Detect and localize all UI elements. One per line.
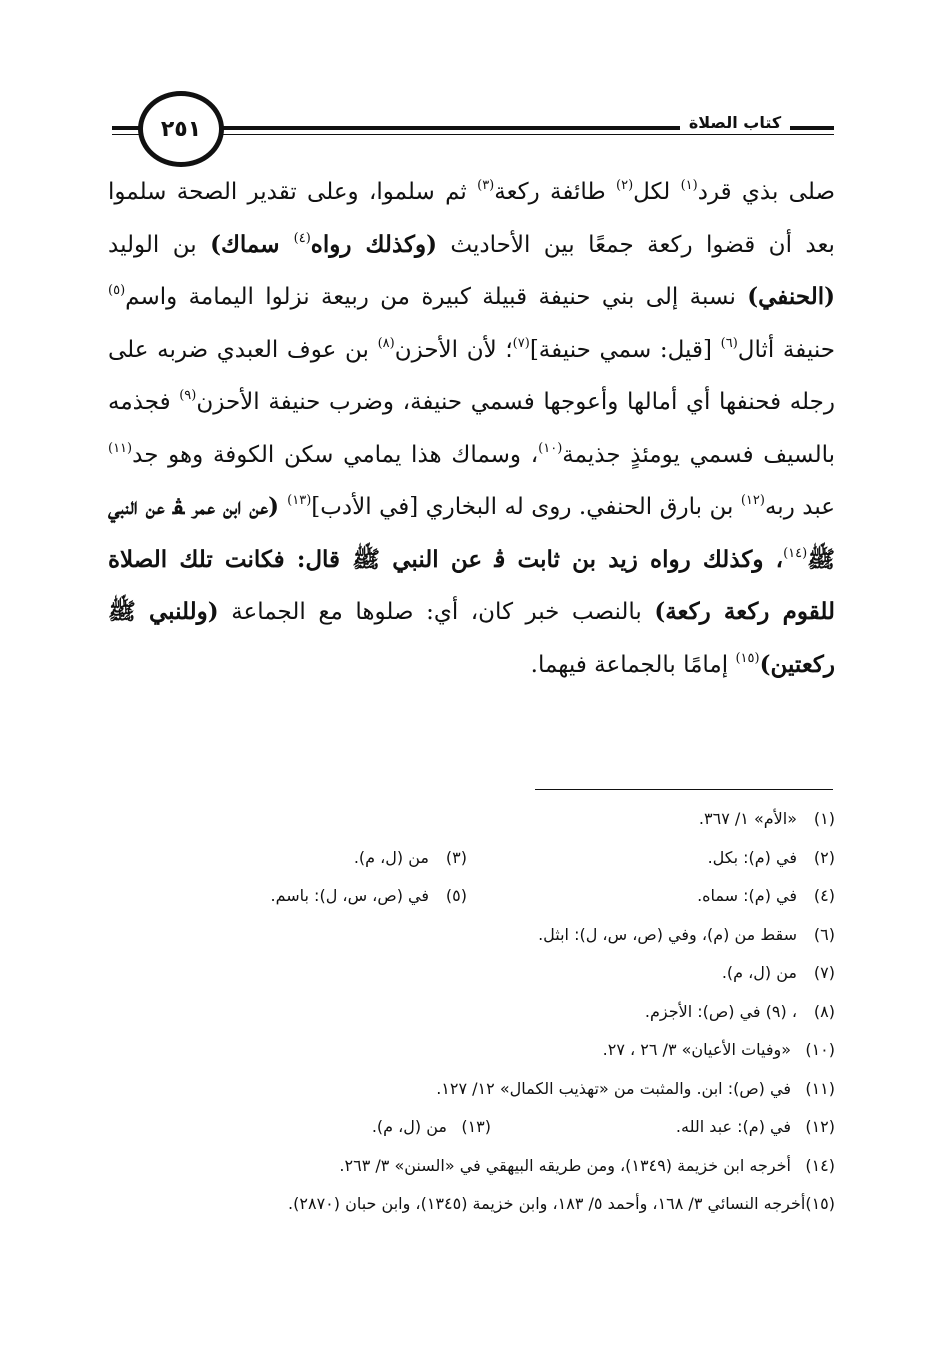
footnote-text: من (ل، م). (371, 1117, 447, 1136)
footnote (108, 1070, 835, 1109)
text-run: نسبة إلى بني حنيفة قبيلة كبيرة من ربيعة نزلوا اليمامة واسم (125, 284, 748, 310)
footnote-number: (٢) (813, 847, 835, 867)
footnote-number: (١٥) (805, 1194, 835, 1213)
footnote-ref[interactable]: (٢) (616, 178, 634, 193)
footnote (108, 1147, 835, 1186)
footnote-text: سقط من (م)، وفي (ص، س، ل): ابثل. (538, 924, 797, 944)
footnote-text: في (م): سماه. (697, 886, 797, 905)
footnote-text: أخرجه النسائي ٣/ ١٦٨، وأحمد ٥/ ١٨٣، وابن خزيمة (١٣٤٥)، وابن حبان (٢٨٧٠). (288, 1194, 806, 1213)
footnote (108, 954, 835, 993)
footnote-text: في (ص، س، ل): باسم. (270, 886, 429, 905)
footnote-text: في (م): بكل. (707, 847, 797, 867)
text-run: صلى بذي قرد (697, 179, 835, 205)
footnote (108, 1185, 835, 1224)
text-run: ثم سلموا، وعلى تقدير الصحة سلموا بعد أن قضوا ركعة جمعًا بين الأحاديث (108, 179, 835, 258)
footnote-ref[interactable]: (٦) (720, 335, 738, 351)
footnote-number: (١) (813, 809, 835, 828)
text-run: ؛ لأن الأحزن (394, 336, 513, 363)
body-text (108, 166, 835, 691)
footnote-number: (٤) (813, 886, 835, 905)
footnote-text: في (ص): ابن. والمثبت من «تهذيب الكمال» ١٢/ ١٢٧. (436, 1078, 791, 1098)
footnote (108, 800, 835, 839)
footnote-ref[interactable]: (١٢) (740, 493, 765, 508)
footnote-number: (١٠) (805, 1040, 835, 1059)
footnote-number: (٨) (813, 1001, 835, 1021)
footnote (108, 993, 835, 1032)
footnote-number: (١٤) (805, 1155, 835, 1175)
footnote-number: (٧) (813, 963, 835, 982)
footnote-ref[interactable]: (١) (680, 178, 698, 193)
text-run: فجذمه بالسيف فسمي يومئذٍ جذيمة (108, 389, 835, 468)
text-run: ، وسماك هذا يمامي سكن الكوفة وهو جد (132, 441, 539, 468)
footnote-number: (١١) (805, 1078, 835, 1098)
footnote-text: أخرجه ابن خزيمة (١٣٤٩)، ومن طريقه البيهقي في «السنن» ٣/ ٢٦٣. (339, 1155, 791, 1175)
text-run: بن الوليد (108, 231, 211, 258)
text-run: [قيل: سمي حنيفة] (529, 336, 721, 363)
footnote (108, 1031, 835, 1070)
footnote-text: ، (٩) في (ص): الأجزم. (644, 1001, 797, 1021)
footnote-number: (٣) (445, 847, 467, 867)
footnote-text: من (ل، م). (353, 847, 429, 867)
footnote-text: من (ل، م). (721, 963, 797, 982)
footnote-number: (٦) (813, 924, 835, 944)
text-run: إمامًا بالجماعة فيهما. (530, 651, 736, 678)
text-run: بن بارق الحنفي. روى له البخاري [في الأدب] (311, 494, 741, 520)
footnote-number: (١٣) (461, 1117, 491, 1136)
text-run: لكل (633, 179, 681, 205)
text-run: عبد ربه (764, 494, 835, 520)
bold-phrase: (الحنفي) (747, 283, 835, 310)
footnote (108, 916, 835, 955)
footnote (108, 1108, 835, 1147)
bold-phrase: ، وكذلك رواه زيد بن ثابت ﭬ عن النبي ﷺ قال: فكانت تلك الصلاة للقوم ركعة ركعة) (108, 545, 835, 625)
text-run: طائفة ركعة (494, 179, 616, 205)
footnote (108, 877, 835, 916)
text-run: بن عوف العبدي ضربه على رجله فحنفها أي أمالها وأعوجها فسمي حنيفة، وضرب حنيفة الأحزن (108, 336, 835, 415)
footnote-text: «وفيات الأعيان» ٣/ ٢٦ ، ٢٧. (602, 1040, 791, 1059)
page-number: ٢٥١ (138, 91, 224, 167)
footnote-ref[interactable]: (٥) (108, 283, 126, 298)
footnote-ref[interactable]: (٨) (377, 335, 395, 351)
text-run: بالنصب خبر كان، أي: صلوها مع الجماعة (218, 599, 655, 625)
footnotes (108, 800, 835, 1224)
body-paragraph (108, 166, 835, 691)
footnote-text: «الأم» ١/ ٣٦٧. (698, 809, 797, 828)
footnote-ref[interactable]: (١٣) (287, 493, 312, 508)
bold-phrase: (وكذلك رواه (310, 230, 437, 258)
footnote-ref[interactable]: (٤) (293, 230, 311, 246)
footnote-number: (٥) (445, 886, 467, 905)
header-rule-right-thin (220, 134, 834, 135)
footnote-separator (535, 789, 833, 790)
footnote-ref[interactable]: (١١) (108, 440, 133, 456)
footnote-ref[interactable]: (١٠) (538, 440, 563, 456)
footnote-number: (١٢) (805, 1117, 835, 1136)
running-title: كتاب الصلاة (680, 113, 790, 132)
footnote-ref[interactable]: (١٤) (783, 545, 808, 561)
footnote-ref[interactable]: (٩) (179, 388, 197, 403)
bold-phrase: (عن ابن عمر ﭭ عن النبي ﷺ (108, 493, 835, 573)
footnote (108, 839, 835, 878)
footnote-ref[interactable]: (١٥) (735, 650, 760, 666)
footnote-ref[interactable]: (٧) (512, 335, 530, 351)
bold-phrase: (وللنبي ﷺ ركعتين) (108, 598, 835, 678)
footnote-text: في (م): عبد الله. (675, 1117, 791, 1136)
text-run: حنيفة أثال (737, 336, 835, 363)
bold-phrase: سماك) (210, 230, 294, 258)
footnote-ref[interactable]: (٣) (477, 178, 495, 193)
